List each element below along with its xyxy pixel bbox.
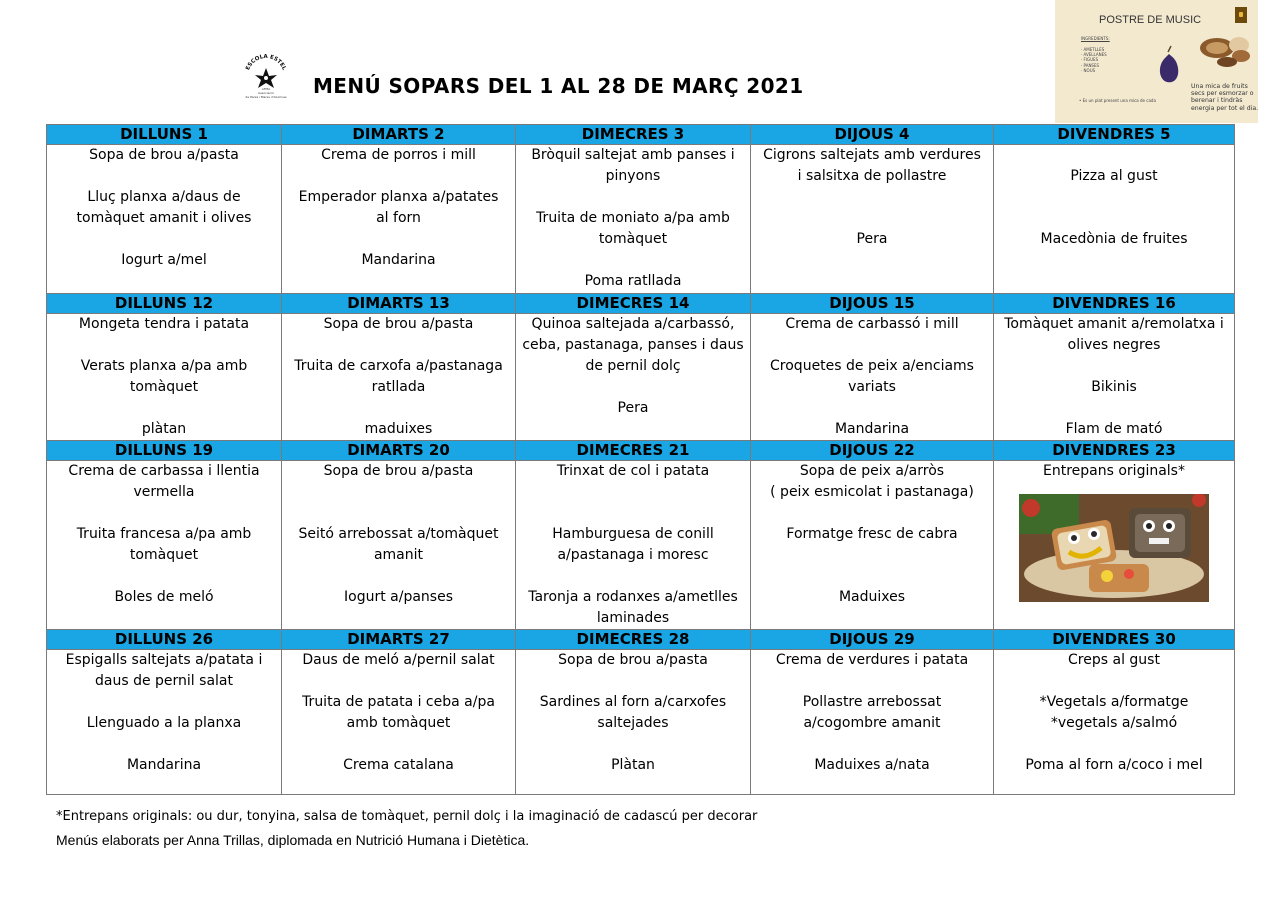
day-header: DIJOUS 22 xyxy=(751,441,994,461)
menu-line: Crema de carbassa i llentia xyxy=(68,463,260,479)
menu-line xyxy=(755,503,989,524)
week-menu-row xyxy=(47,650,1235,795)
menu-line: Crema de verdures i patata xyxy=(775,652,969,668)
menu-line xyxy=(520,503,746,524)
menu-line xyxy=(998,734,1230,755)
menu-line: Mongeta tendra i patata xyxy=(78,316,250,332)
menu-line: Plàtan xyxy=(611,757,655,773)
menu-line xyxy=(286,166,511,187)
menu-line: Maduixes xyxy=(838,589,906,605)
menu-line xyxy=(286,734,511,755)
postre-ingredient: · AMETLLES xyxy=(1081,47,1107,52)
postre-ingredients xyxy=(1081,47,1107,73)
menu-line xyxy=(755,734,989,755)
menu-line xyxy=(51,166,277,187)
menu-line xyxy=(286,566,511,587)
svg-text:ESCOLA ESTEL: ESCOLA ESTEL xyxy=(245,54,287,72)
week-menu-row xyxy=(47,145,1235,294)
menu-line: Crema de carbassó i mill xyxy=(785,316,959,332)
day-menu-cell xyxy=(994,314,1235,441)
week-header-row xyxy=(47,441,1235,461)
day-menu-cell xyxy=(47,650,282,795)
menu-line: ceba, pastanaga, panses i daus xyxy=(522,337,744,353)
menu-line: a/cogombre amanit xyxy=(803,715,941,731)
day-menu-cell xyxy=(751,461,994,630)
day-menu-cell xyxy=(282,650,516,795)
menu-line: Pera xyxy=(856,231,888,247)
menu-line xyxy=(998,145,1230,166)
menu-line: Llenguado a la planxa xyxy=(86,715,242,731)
menu-line: Poma al forn a/coco i mel xyxy=(1025,757,1203,773)
day-header: DIMARTS 2 xyxy=(282,125,516,145)
week-menu-row xyxy=(47,461,1235,630)
day-menu-cell xyxy=(47,461,282,630)
menu-line xyxy=(520,250,746,271)
week-header-row xyxy=(47,630,1235,650)
menu-line xyxy=(51,229,277,250)
menu-line: i salsitxa de pollastre xyxy=(797,168,947,184)
logo-caption-2: Associació xyxy=(258,91,274,95)
menu-line: daus de pernil salat xyxy=(95,673,233,689)
menu-line: Mandarina xyxy=(126,757,202,773)
day-header: DIMECRES 3 xyxy=(516,125,751,145)
day-header: DIMECRES 28 xyxy=(516,630,751,650)
day-header: DIVENDRES 23 xyxy=(994,441,1235,461)
menu-line xyxy=(286,335,511,356)
menu-line: al forn xyxy=(376,210,421,226)
menu-line: Lluç planxa a/daus de xyxy=(87,189,241,205)
menu-line xyxy=(51,398,277,419)
menu-line: a/pastanaga i moresc xyxy=(557,547,709,563)
day-menu-cell xyxy=(994,145,1235,294)
menu-line: olives negres xyxy=(1067,337,1161,353)
menu-line: Trinxat de col i patata xyxy=(556,463,710,479)
menu-line xyxy=(520,566,746,587)
menu-line: Mandarina xyxy=(361,252,436,268)
menu-line: Creps al gust xyxy=(1068,652,1160,668)
postre-ingredient: · AVELLANES xyxy=(1081,52,1107,57)
day-header: DIJOUS 4 xyxy=(751,125,994,145)
menu-line: Sopa de brou a/pasta xyxy=(323,463,474,479)
menu-line xyxy=(520,187,746,208)
day-menu-cell xyxy=(47,145,282,294)
menu-line: saltejades xyxy=(597,715,669,731)
menu-line: tomàquet amanit i olives xyxy=(76,210,252,226)
menu-line xyxy=(998,187,1230,208)
menu-line: Sopa de brou a/pasta xyxy=(558,652,708,668)
menu-line xyxy=(998,356,1230,377)
menu-line: Hamburguesa de conill xyxy=(552,526,714,542)
week-header-row xyxy=(47,125,1235,145)
menu-line: *vegetals a/salmó xyxy=(1050,715,1178,731)
menu-line xyxy=(755,335,989,356)
day-header: DILLUNS 1 xyxy=(47,125,282,145)
menu-line xyxy=(755,187,989,208)
postre-ingredient: · NOUS xyxy=(1081,68,1107,73)
menu-line xyxy=(520,482,746,503)
menu-line: vermella xyxy=(133,484,195,500)
day-header: DIMECRES 14 xyxy=(516,294,751,314)
day-menu-cell xyxy=(751,145,994,294)
postre-card xyxy=(1055,0,1258,123)
day-menu-cell xyxy=(282,461,516,630)
menu-line xyxy=(520,734,746,755)
menu-line xyxy=(51,503,277,524)
menu-line: plàtan xyxy=(141,421,187,437)
menu-line: Emperador planxa a/patates xyxy=(298,189,499,205)
menu-line xyxy=(755,208,989,229)
footnote-entrepans: *Entrepans originals: ou dur, tonyina, salsa de tomàquet, pernil dolç i la imaginació de cadascú per decorar xyxy=(56,809,758,824)
menu-line: Formatge fresc de cabra xyxy=(786,526,958,542)
footnote-author: Menús elaborats per Anna Trillas, diplomada en Nutrició Humana i Dietètica. xyxy=(56,832,530,848)
day-menu-cell xyxy=(516,314,751,441)
menu-line: amb tomàquet xyxy=(346,715,451,731)
day-menu-cell xyxy=(751,650,994,795)
nuts-figs-icon xyxy=(1155,32,1258,84)
day-header: DIVENDRES 5 xyxy=(994,125,1235,145)
menu-line: Verats planxa a/pa amb xyxy=(80,358,248,374)
menu-line: tomàquet xyxy=(129,547,199,563)
day-header: DIMARTS 20 xyxy=(282,441,516,461)
menu-line: Pollastre arrebossat xyxy=(802,694,942,710)
menu-line xyxy=(998,671,1230,692)
day-menu-cell xyxy=(282,145,516,294)
day-menu-cell xyxy=(994,650,1235,795)
menu-line: laminades xyxy=(596,610,670,626)
menu-line: de pernil dolç xyxy=(585,358,681,374)
menu-line: Iogurt a/mel xyxy=(121,252,207,268)
menu-line: Taronja a rodanxes a/ametlles xyxy=(528,589,738,605)
menu-line xyxy=(51,566,277,587)
menu-line: Maduixes a/nata xyxy=(814,757,930,773)
day-menu-cell xyxy=(516,145,751,294)
day-menu-cell xyxy=(516,461,751,630)
day-menu-cell xyxy=(282,314,516,441)
postre-description: Una mica de fruits secs per esmorzar o berenar i tindràs energia per tot el dia. xyxy=(1191,83,1259,112)
day-menu-cell xyxy=(751,314,994,441)
menu-line xyxy=(755,671,989,692)
school-logo xyxy=(240,54,292,104)
menu-line: Sardines al forn a/carxofes xyxy=(539,694,727,710)
day-header: DILLUNS 12 xyxy=(47,294,282,314)
day-header: DIMARTS 13 xyxy=(282,294,516,314)
menu-line: Crema catalana xyxy=(343,757,454,773)
postre-ingredient: · PANSES xyxy=(1081,63,1107,68)
menu-line xyxy=(520,377,746,398)
menu-line: Bròquil saltejat amb panses i xyxy=(531,147,735,163)
menu-line: Iogurt a/panses xyxy=(344,589,453,605)
postre-note: • Es un plat present una mica de cada xyxy=(1079,98,1156,103)
menu-line: Pizza al gust xyxy=(1070,168,1158,184)
menu-line: tomàquet xyxy=(129,379,199,395)
menu-line: *Vegetals a/formatge xyxy=(1039,694,1189,710)
menu-line: pinyons xyxy=(605,168,661,184)
menu-line: Boles de meló xyxy=(114,589,214,605)
day-header: DILLUNS 19 xyxy=(47,441,282,461)
day-menu-cell xyxy=(994,461,1235,630)
day-header: DIVENDRES 30 xyxy=(994,630,1235,650)
logo-caption-1: AFMA xyxy=(261,87,271,91)
day-header: DIMECRES 21 xyxy=(516,441,751,461)
menu-line: Daus de meló a/pernil salat xyxy=(302,652,495,668)
day-header: DIMARTS 27 xyxy=(282,630,516,650)
menu-line: Bikinis xyxy=(1091,379,1137,395)
postre-ingredient: · FIGUES xyxy=(1081,57,1107,62)
menu-line xyxy=(51,734,277,755)
menu-line: variats xyxy=(848,379,896,395)
menu-line: Sopa de peix a/arròs xyxy=(799,463,945,479)
menu-line xyxy=(755,566,989,587)
logo-caption-3: de Pares i Mares d'Alumnes xyxy=(245,95,287,99)
menu-line: Pera xyxy=(617,400,649,416)
menu-line: maduixes xyxy=(364,421,433,437)
menu-line: Croquetes de peix a/enciams xyxy=(770,358,974,374)
sandwich-photo xyxy=(1019,494,1209,602)
menu-line: Crema de porros i mill xyxy=(321,147,476,163)
menu-line: Tomàquet amanit a/remolatxa i xyxy=(1004,316,1224,332)
menu-line xyxy=(51,335,277,356)
menu-line: Espigalls saltejats a/patata i xyxy=(65,652,263,668)
menu-line: Sopa de brou a/pasta xyxy=(323,316,474,332)
menu-line: Entrepans originals* xyxy=(1043,463,1185,479)
menu-line: Quinoa saltejada a/carbassó, xyxy=(531,316,735,332)
menu-line xyxy=(520,671,746,692)
menu-line xyxy=(998,398,1230,419)
menu-line xyxy=(755,545,989,566)
menu-line xyxy=(998,208,1230,229)
menu-line xyxy=(286,229,511,250)
menu-line: Mandarina xyxy=(834,421,910,437)
menu-table xyxy=(46,124,1235,795)
postre-title: POSTRE DE MUSIC xyxy=(1099,14,1202,26)
menu-line: Poma ratllada xyxy=(584,273,682,289)
menu-line: Sopa de brou a/pasta xyxy=(89,147,239,163)
day-header: DIJOUS 15 xyxy=(751,294,994,314)
menu-line: Seitó arrebossat a/tomàquet xyxy=(298,526,499,542)
day-menu-cell xyxy=(516,650,751,795)
menu-line: tomàquet xyxy=(598,231,668,247)
menu-line: amanit xyxy=(373,547,424,563)
menu-line xyxy=(755,398,989,419)
menu-line: Cigrons saltejats amb verdures xyxy=(763,147,981,163)
week-header-row xyxy=(47,294,1235,314)
postre-ingredients-heading: INGREDIENTS: xyxy=(1081,36,1110,41)
menu-line: Flam de mató xyxy=(1065,421,1163,437)
menu-line: Macedònia de fruites xyxy=(1040,231,1188,247)
day-header: DILLUNS 26 xyxy=(47,630,282,650)
menu-line: ( peix esmicolat i pastanaga) xyxy=(770,484,974,500)
day-menu-cell xyxy=(47,314,282,441)
day-header: DIVENDRES 16 xyxy=(994,294,1235,314)
menu-line xyxy=(286,482,511,503)
badge-icon xyxy=(1235,7,1247,23)
menu-line: ratllada xyxy=(371,379,426,395)
menu-line xyxy=(286,398,511,419)
menu-line xyxy=(286,671,511,692)
menu-line xyxy=(51,692,277,713)
week-menu-row xyxy=(47,314,1235,441)
menu-line: Truita de carxofa a/pastanaga xyxy=(294,358,503,374)
menu-line: Truita francesa a/pa amb xyxy=(76,526,252,542)
menu-line: Truita de patata i ceba a/pa xyxy=(302,694,495,710)
menu-line xyxy=(286,503,511,524)
menu-line: Truita de moniato a/pa amb xyxy=(536,210,730,226)
day-header: DIJOUS 29 xyxy=(751,630,994,650)
page-title: MENÚ SOPARS DEL 1 AL 28 DE MARÇ 2021 xyxy=(313,74,804,98)
